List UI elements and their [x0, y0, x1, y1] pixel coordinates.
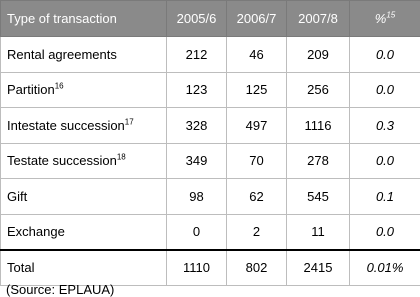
cell-2006-7: 125: [227, 72, 287, 108]
cell-percent: 0.0: [350, 72, 420, 108]
cell-2005-6: 123: [167, 72, 227, 108]
cell-2007-8: 278: [287, 143, 350, 179]
header-2005-6: 2005/6: [167, 1, 227, 37]
row-label: [1, 37, 167, 73]
total-2006-7: 802: [227, 250, 287, 286]
table-row: [1, 108, 420, 144]
row-label-text: Intestate succession: [7, 118, 125, 133]
row-label: [1, 143, 167, 179]
cell-2006-7: 497: [227, 108, 287, 144]
row-label-text: Exchange: [7, 224, 65, 239]
row-label: [1, 108, 167, 144]
header-percent-label: %: [375, 11, 387, 26]
row-footnote: 16: [55, 82, 64, 91]
cell-2007-8: 11: [287, 214, 350, 250]
cell-2007-8: 209: [287, 37, 350, 73]
row-label-text: Partition: [7, 82, 55, 97]
cell-percent: 0.0: [350, 143, 420, 179]
row-label: [1, 72, 167, 108]
row-footnote: 18: [117, 153, 126, 162]
cell-2005-6: 328: [167, 108, 227, 144]
cell-2005-6: 349: [167, 143, 227, 179]
cell-2005-6: 0: [167, 214, 227, 250]
cell-percent: 0.0: [350, 37, 420, 73]
cell-2007-8: 256: [287, 72, 350, 108]
cell-2006-7: 62: [227, 179, 287, 215]
cell-2005-6: 212: [167, 37, 227, 73]
cell-2007-8: 545: [287, 179, 350, 215]
header-percent-footnote: 15: [386, 11, 395, 20]
row-label-text: Testate succession: [7, 153, 117, 168]
table-row: [1, 37, 420, 73]
cell-percent: 0.0: [350, 214, 420, 250]
row-label-text: Gift: [7, 189, 27, 204]
header-row: [1, 1, 420, 37]
total-row: [1, 250, 420, 286]
cell-percent: 0.1: [350, 179, 420, 215]
total-2005-6: 1110: [167, 250, 227, 286]
total-percent: 0.01%: [350, 250, 420, 286]
cell-2006-7: 2: [227, 214, 287, 250]
table-row: [1, 72, 420, 108]
header-2007-8: 2007/8: [287, 1, 350, 37]
cell-2007-8: 1116: [287, 108, 350, 144]
cell-percent: 0.3: [350, 108, 420, 144]
row-label-text: Rental agreements: [7, 47, 117, 62]
header-percent: [350, 1, 420, 37]
header-2006-7: 2006/7: [227, 1, 287, 37]
row-label: [1, 179, 167, 215]
cell-2005-6: 98: [167, 179, 227, 215]
table-row: [1, 143, 420, 179]
header-type: Type of transaction: [1, 1, 167, 37]
table-row: [1, 214, 420, 250]
total-label: Total: [1, 250, 167, 286]
row-label: [1, 214, 167, 250]
row-footnote: 17: [125, 117, 134, 126]
cell-2006-7: 70: [227, 143, 287, 179]
source-note: (Source: EPLAUA): [6, 282, 114, 297]
cell-2006-7: 46: [227, 37, 287, 73]
table-row: [1, 179, 420, 215]
total-2007-8: 2415: [287, 250, 350, 286]
